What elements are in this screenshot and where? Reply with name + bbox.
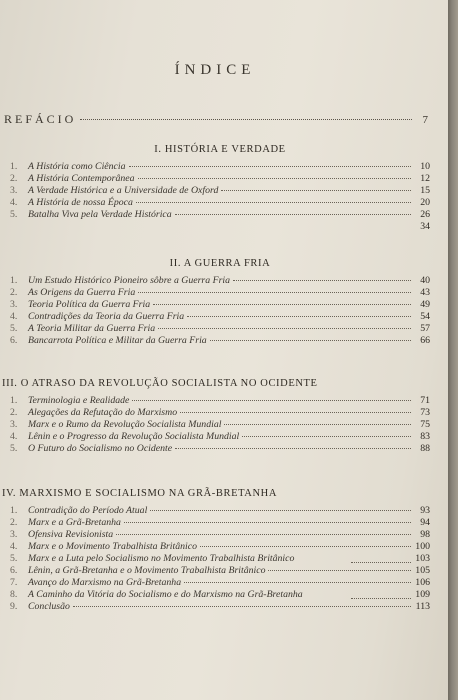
dot-leader	[184, 582, 411, 583]
entry-number: 2.	[10, 407, 18, 418]
entry-page: 73	[420, 407, 430, 418]
entry-page: 43	[420, 287, 430, 298]
entry-page: 12	[420, 173, 430, 184]
toc-entry	[10, 505, 430, 517]
entry-number: 5.	[10, 323, 18, 334]
entry-page: 15	[420, 185, 430, 196]
entry-number: 5.	[10, 443, 18, 454]
section-2	[10, 258, 430, 347]
dot-leader	[351, 562, 411, 563]
entry-page: 113	[415, 601, 430, 612]
entry-number: 5.	[10, 209, 18, 220]
entry-title: Batalha Viva pela Verdade Histórica	[28, 209, 172, 220]
entry-title: Marx e a Grã-Bretanha	[28, 517, 121, 528]
entry-title: Terminologia e Realidade	[28, 395, 130, 406]
dot-leader	[175, 214, 411, 215]
entry-page: 88	[420, 443, 430, 454]
dot-leader	[268, 570, 411, 571]
toc-entry	[10, 517, 430, 529]
dot-leader	[136, 202, 411, 203]
toc-entry	[10, 335, 430, 347]
preface-label: REFÁCIO	[4, 112, 77, 126]
entry-title: A Verdade Histórica e a Universidade de Oxford	[28, 185, 219, 196]
dot-leader	[138, 292, 411, 293]
toc-entry	[10, 407, 430, 419]
entry-number: 1.	[10, 275, 18, 286]
section-heading: II. A GUERRA FRIA	[169, 258, 271, 269]
toc-entry	[10, 209, 430, 221]
section-4	[2, 488, 430, 613]
entry-page: 71	[420, 395, 430, 406]
entry-title: A Caminho da Vitória do Socialismo e do Marxismo na Grã-Bretanha	[28, 589, 303, 600]
toc-entry	[10, 565, 430, 577]
entry-page: 20	[420, 197, 430, 208]
entry-title: Alegações da Refutação do Marxismo	[28, 407, 178, 418]
toc-entry	[10, 395, 430, 407]
entry-number: 2.	[10, 517, 18, 528]
dot-leader	[138, 178, 412, 179]
dot-leader	[132, 400, 411, 401]
entry-page: 105	[415, 565, 430, 576]
toc-entry	[10, 443, 430, 455]
entry-number: 3.	[10, 185, 18, 196]
entry-number: 1.	[10, 505, 18, 516]
section-1	[10, 144, 430, 233]
entry-page: 49	[420, 299, 430, 310]
toc-entry	[10, 323, 430, 335]
toc-entry	[10, 287, 430, 299]
entry-number: 2.	[10, 287, 18, 298]
entry-number: 4.	[10, 541, 18, 552]
entry-page: 98	[420, 529, 430, 540]
entry-title: Contradições da Teoria da Guerra Fria	[28, 311, 185, 322]
dot-leader	[80, 119, 412, 120]
entry-title: Contradição do Período Atual	[28, 505, 148, 516]
dot-leader	[150, 510, 411, 511]
page-title: ÍNDICE	[174, 62, 256, 78]
section-3	[2, 378, 430, 455]
entry-number: 5.	[10, 553, 18, 564]
dot-leader	[116, 534, 411, 535]
section-heading: III. O ATRASO DA REVOLUÇÃO SOCIALISTA NO OCIDENTE	[2, 378, 318, 389]
entry-title: Teoria Política da Guerra Fria	[28, 299, 151, 310]
entry-page: 66	[420, 335, 430, 346]
entry-number: 6.	[10, 335, 18, 346]
toc-entry	[10, 221, 430, 233]
dot-leader	[187, 316, 411, 317]
entry-page: 100	[415, 541, 430, 552]
entry-title: Lênin, a Grã-Bretanha e o Movimento Trabalhista Britânico	[28, 565, 266, 576]
entry-title: O Futuro do Socialismo no Ocidente	[28, 443, 173, 454]
entry-title: Ofensiva Revisionista	[28, 529, 114, 540]
dot-leader	[129, 166, 411, 167]
entry-number: 1.	[10, 161, 18, 172]
entry-number: 6.	[10, 565, 18, 576]
entry-title: A Teoria Militar da Guerra Fria	[28, 323, 156, 334]
entry-number: 4.	[10, 197, 18, 208]
entry-title: Marx e o Movimento Trabalhista Britânico	[28, 541, 197, 552]
entry-number: 3.	[10, 299, 18, 310]
dot-leader	[233, 280, 411, 281]
page-edge	[448, 0, 458, 700]
toc-entry	[10, 185, 430, 197]
dot-leader	[175, 448, 411, 449]
dot-leader	[221, 190, 411, 191]
toc-entry	[10, 553, 430, 565]
entry-page: 57	[420, 323, 430, 334]
entry-number: 3.	[10, 529, 18, 540]
dot-leader	[180, 412, 411, 413]
entry-page: 83	[420, 431, 430, 442]
entry-page: 26	[420, 209, 430, 220]
entry-number: 2.	[10, 173, 18, 184]
entry-page: 75	[420, 419, 430, 430]
toc-entry	[10, 419, 430, 431]
toc-entry	[10, 275, 430, 287]
entry-title: Um Estudo Histórico Pioneiro sôbre a Guerra Fria	[28, 275, 231, 286]
entry-title: Lênin e o Progresso da Revolução Socialista Mundial	[28, 431, 240, 442]
dot-leader	[73, 606, 411, 607]
entry-number: 1.	[10, 395, 18, 406]
entry-title: A História de nossa Época	[28, 197, 133, 208]
entry-page: 106	[415, 577, 430, 588]
entry-number: 4.	[10, 431, 18, 442]
entry-title: Marx e a Luta pelo Socialismo no Movimento Trabalhista Britânico	[28, 553, 295, 564]
dot-leader	[351, 598, 411, 599]
dot-leader	[124, 522, 411, 523]
entry-number: 9.	[10, 601, 18, 612]
entry-title: A História Contemporânea	[28, 173, 135, 184]
toc-entry	[10, 161, 430, 173]
entry-number: 8.	[10, 589, 18, 600]
toc-entry	[10, 601, 430, 613]
entry-title: Bancarrota Política e Militar da Guerra Fria	[28, 335, 207, 346]
toc-entry	[10, 589, 430, 601]
preface-entry	[4, 112, 428, 127]
toc-entry	[10, 299, 430, 311]
toc-entry	[10, 311, 430, 323]
entry-page: 54	[420, 311, 430, 322]
toc-entry	[10, 173, 430, 185]
toc-entry	[10, 577, 430, 589]
preface-page: 7	[422, 114, 428, 126]
entry-title: Avanço do Marxismo na Grã-Bretanha	[28, 577, 182, 588]
entry-page: 10	[420, 161, 430, 172]
entry-title: As Origens da Guerra Fria	[28, 287, 136, 298]
entry-page: 109	[415, 589, 430, 600]
entry-number: 7.	[10, 577, 18, 588]
dot-leader	[158, 328, 411, 329]
toc-entry	[10, 431, 430, 443]
entry-title: Conclusão	[28, 601, 70, 612]
toc-entry	[10, 541, 430, 553]
section-heading: I. HISTÓRIA E VERDADE	[154, 144, 286, 155]
entry-number: 4.	[10, 311, 18, 322]
dot-leader	[210, 340, 411, 341]
dot-leader	[224, 424, 411, 425]
entry-page: 93	[420, 505, 430, 516]
entry-number: 3.	[10, 419, 18, 430]
entry-page: 40	[420, 275, 430, 286]
entry-page: 94	[420, 517, 430, 528]
entry-page: 103	[415, 553, 430, 564]
entry-title: Marx e o Rumo da Revolução Socialista Mundial	[28, 419, 222, 430]
dot-leader	[242, 436, 411, 437]
dot-leader	[153, 304, 411, 305]
entry-page: 34	[420, 221, 430, 232]
entry-title: A História como Ciência	[28, 161, 126, 172]
dot-leader	[200, 546, 411, 547]
toc-entry	[10, 529, 430, 541]
section-heading: IV. MARXISMO E SOCIALISMO NA GRÃ-BRETANHA	[2, 488, 277, 499]
toc-entry	[10, 197, 430, 209]
